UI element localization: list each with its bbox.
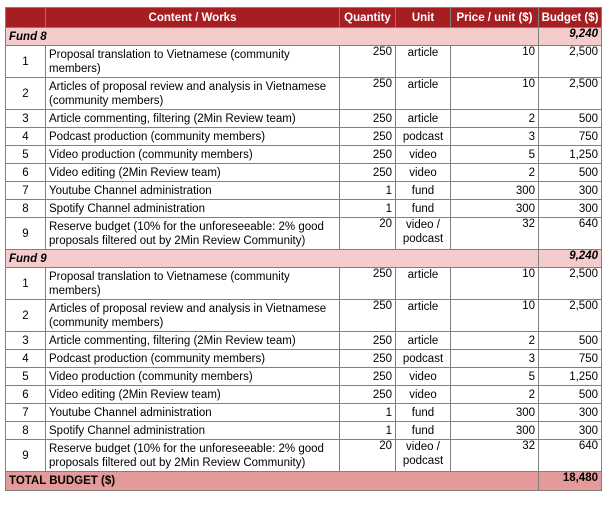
row-no[interactable]: 9	[6, 218, 46, 250]
row-quantity[interactable]: 250	[340, 46, 396, 78]
header-quantity[interactable]: Quantity	[340, 8, 396, 28]
row-quantity[interactable]: 250	[340, 350, 396, 368]
table-row	[6, 368, 602, 386]
row-budget[interactable]: 500	[539, 332, 602, 350]
fund-row	[6, 28, 602, 46]
total-value[interactable]: 18,480	[539, 472, 602, 491]
row-content[interactable]: Video production (community members)	[46, 146, 340, 164]
header-price[interactable]: Price / unit ($)	[451, 8, 539, 28]
row-no[interactable]: 8	[6, 422, 46, 440]
row-quantity[interactable]: 1	[340, 182, 396, 200]
row-budget[interactable]: 750	[539, 128, 602, 146]
row-content[interactable]: Podcast production (community members)	[46, 128, 340, 146]
row-no[interactable]: 3	[6, 332, 46, 350]
row-no[interactable]: 6	[6, 164, 46, 182]
row-quantity[interactable]: 250	[340, 268, 396, 300]
row-budget[interactable]: 640	[539, 440, 602, 472]
row-no[interactable]: 5	[6, 146, 46, 164]
row-unit[interactable]: podcast	[396, 128, 451, 146]
row-budget[interactable]: 1,250	[539, 368, 602, 386]
table-row	[6, 78, 602, 110]
row-no[interactable]: 7	[6, 182, 46, 200]
row-unit[interactable]: article	[396, 300, 451, 332]
row-no[interactable]: 4	[6, 350, 46, 368]
table-row	[6, 164, 602, 182]
row-quantity[interactable]: 250	[340, 110, 396, 128]
fund-name[interactable]: Fund 9	[6, 250, 539, 268]
row-quantity[interactable]: 250	[340, 300, 396, 332]
header-unit[interactable]: Unit	[396, 8, 451, 28]
row-unit[interactable]: article	[396, 110, 451, 128]
row-no[interactable]: 2	[6, 300, 46, 332]
table-row	[6, 146, 602, 164]
row-price[interactable]: 10	[451, 46, 539, 78]
fund-budget[interactable]: 9,240	[539, 28, 602, 46]
row-price[interactable]: 2	[451, 332, 539, 350]
row-quantity[interactable]: 250	[340, 332, 396, 350]
row-content[interactable]: Youtube Channel administration	[46, 404, 340, 422]
row-no[interactable]: 8	[6, 200, 46, 218]
row-quantity[interactable]: 250	[340, 164, 396, 182]
row-budget[interactable]: 640	[539, 218, 602, 250]
table-row	[6, 404, 602, 422]
row-content[interactable]: Articles of proposal review and analysis in Vietnamese (community members)	[46, 300, 340, 332]
row-unit[interactable]: fund	[396, 200, 451, 218]
row-price[interactable]: 10	[451, 300, 539, 332]
row-content[interactable]: Article commenting, filtering (2Min Review team)	[46, 332, 340, 350]
table-row	[6, 46, 602, 78]
row-content[interactable]: Spotify Channel administration	[46, 200, 340, 218]
row-price[interactable]: 300	[451, 182, 539, 200]
row-unit[interactable]: fund	[396, 182, 451, 200]
row-quantity[interactable]: 250	[340, 78, 396, 110]
fund-row	[6, 250, 602, 268]
header-budget[interactable]: Budget ($)	[539, 8, 602, 28]
header-no[interactable]	[6, 8, 46, 28]
row-unit[interactable]: video	[396, 386, 451, 404]
header-content[interactable]: Content / Works	[46, 8, 340, 28]
total-label[interactable]: TOTAL BUDGET ($)	[6, 472, 539, 491]
row-unit[interactable]: video	[396, 146, 451, 164]
row-price[interactable]: 300	[451, 404, 539, 422]
row-quantity[interactable]: 20	[340, 218, 396, 250]
table-row	[6, 128, 602, 146]
row-budget[interactable]: 500	[539, 386, 602, 404]
row-quantity[interactable]: 1	[340, 404, 396, 422]
row-price[interactable]: 3	[451, 128, 539, 146]
row-content[interactable]: Article commenting, filtering (2Min Review team)	[46, 110, 340, 128]
budget-table	[5, 7, 602, 491]
row-content[interactable]: Proposal translation to Vietnamese (community members)	[46, 46, 340, 78]
row-no[interactable]: 7	[6, 404, 46, 422]
row-unit[interactable]: article	[396, 268, 451, 300]
row-no[interactable]: 2	[6, 78, 46, 110]
table-row	[6, 200, 602, 218]
row-unit[interactable]: video / podcast	[396, 440, 451, 472]
table-row	[6, 332, 602, 350]
row-price[interactable]: 5	[451, 146, 539, 164]
row-content[interactable]: Reserve budget (10% for the unforeseeable: 2% good proposals filtered out by 2Min Review Community)	[46, 440, 340, 472]
row-content[interactable]: Video production (community members)	[46, 368, 340, 386]
table-row	[6, 440, 602, 472]
row-unit[interactable]: fund	[396, 404, 451, 422]
row-unit[interactable]: video	[396, 164, 451, 182]
row-quantity[interactable]: 1	[340, 200, 396, 218]
row-unit[interactable]: video / podcast	[396, 218, 451, 250]
row-no[interactable]: 1	[6, 268, 46, 300]
row-content[interactable]: Reserve budget (10% for the unforeseeable: 2% good proposals filtered out by 2Min Review Community)	[46, 218, 340, 250]
row-budget[interactable]: 2,500	[539, 268, 602, 300]
row-budget[interactable]: 500	[539, 164, 602, 182]
total-row	[6, 472, 602, 491]
row-price[interactable]: 32	[451, 440, 539, 472]
row-unit[interactable]: article	[396, 46, 451, 78]
row-budget[interactable]: 2,500	[539, 46, 602, 78]
table-row	[6, 218, 602, 250]
row-unit[interactable]: podcast	[396, 350, 451, 368]
row-budget[interactable]: 500	[539, 110, 602, 128]
row-no[interactable]: 4	[6, 128, 46, 146]
table-row	[6, 300, 602, 332]
row-budget[interactable]: 750	[539, 350, 602, 368]
row-budget[interactable]: 2,500	[539, 300, 602, 332]
row-content[interactable]: Video editing (2Min Review team)	[46, 164, 340, 182]
row-budget[interactable]: 300	[539, 404, 602, 422]
row-quantity[interactable]: 1	[340, 422, 396, 440]
row-price[interactable]: 300	[451, 422, 539, 440]
budget-sheet	[5, 7, 602, 491]
row-price[interactable]: 10	[451, 78, 539, 110]
row-content[interactable]: Youtube Channel administration	[46, 182, 340, 200]
row-unit[interactable]: article	[396, 78, 451, 110]
row-quantity[interactable]: 250	[340, 368, 396, 386]
row-price[interactable]: 2	[451, 164, 539, 182]
row-quantity[interactable]: 250	[340, 128, 396, 146]
row-content[interactable]: Proposal translation to Vietnamese (community members)	[46, 268, 340, 300]
row-content[interactable]: Spotify Channel administration	[46, 422, 340, 440]
row-content[interactable]: Podcast production (community members)	[46, 350, 340, 368]
row-no[interactable]: 6	[6, 386, 46, 404]
row-budget[interactable]: 300	[539, 422, 602, 440]
row-price[interactable]: 300	[451, 200, 539, 218]
row-no[interactable]: 5	[6, 368, 46, 386]
row-unit[interactable]: video	[396, 368, 451, 386]
row-budget[interactable]: 2,500	[539, 78, 602, 110]
table-row	[6, 110, 602, 128]
row-price[interactable]: 10	[451, 268, 539, 300]
row-price[interactable]: 3	[451, 350, 539, 368]
row-quantity[interactable]: 20	[340, 440, 396, 472]
row-quantity[interactable]: 250	[340, 386, 396, 404]
row-price[interactable]: 2	[451, 386, 539, 404]
row-unit[interactable]: fund	[396, 422, 451, 440]
table-row	[6, 182, 602, 200]
table-row	[6, 350, 602, 368]
fund-budget[interactable]: 9,240	[539, 250, 602, 268]
row-content[interactable]: Articles of proposal review and analysis in Vietnamese (community members)	[46, 78, 340, 110]
row-no[interactable]: 3	[6, 110, 46, 128]
row-budget[interactable]: 300	[539, 182, 602, 200]
row-content[interactable]: Video editing (2Min Review team)	[46, 386, 340, 404]
row-price[interactable]: 5	[451, 368, 539, 386]
row-budget[interactable]: 1,250	[539, 146, 602, 164]
row-quantity[interactable]: 250	[340, 146, 396, 164]
fund-name[interactable]: Fund 8	[6, 28, 539, 46]
row-no[interactable]: 1	[6, 46, 46, 78]
table-row	[6, 268, 602, 300]
table-row	[6, 422, 602, 440]
row-unit[interactable]: article	[396, 332, 451, 350]
table-body	[6, 28, 602, 491]
row-no[interactable]: 9	[6, 440, 46, 472]
row-price[interactable]: 32	[451, 218, 539, 250]
header-row	[6, 8, 602, 28]
row-price[interactable]: 2	[451, 110, 539, 128]
table-row	[6, 386, 602, 404]
row-budget[interactable]: 300	[539, 200, 602, 218]
